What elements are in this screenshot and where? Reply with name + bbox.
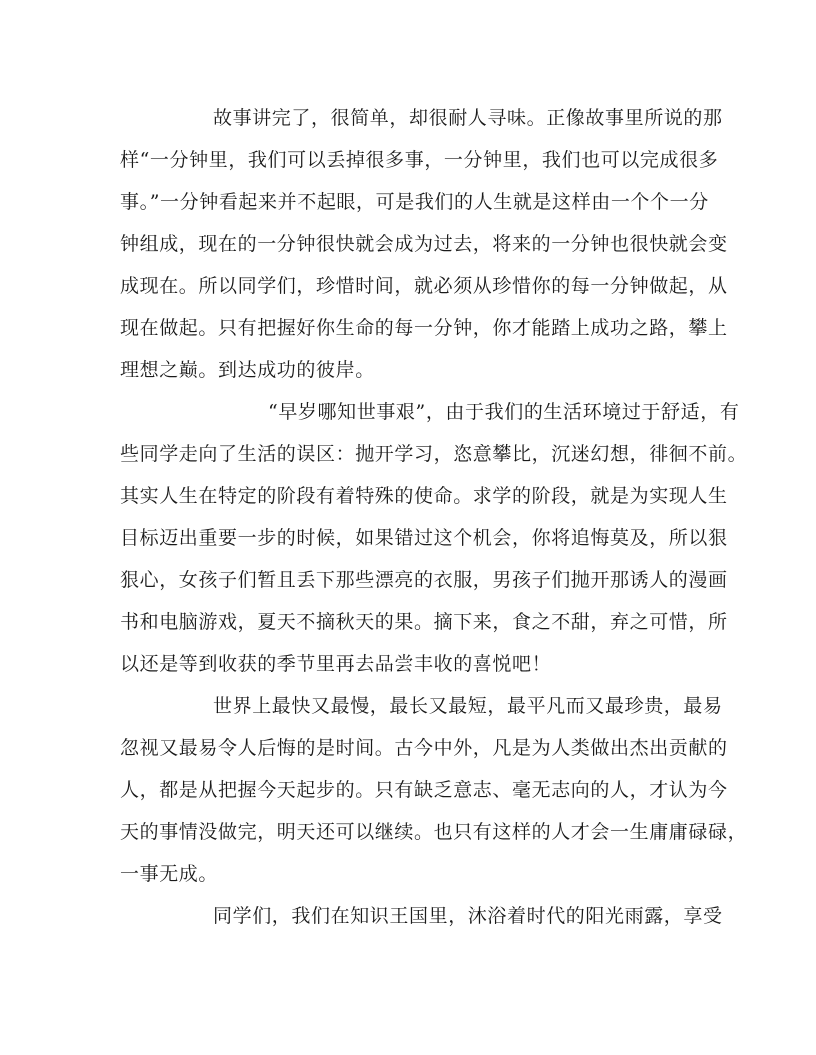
text-line: 一事无成。 xyxy=(120,863,219,885)
text-line: 理想之巅。到达成功的彼岸。 xyxy=(120,359,375,381)
text-line: 其实人生在特定的阶段有着特殊的使命。求学的阶段，就是为实现人生 xyxy=(120,485,728,507)
text-line: 天的事情没做完，明天还可以继续。也只有这样的人才会一生庸庸碌碌， xyxy=(120,821,748,843)
text-line: 人，都是从把握今天起步的。只有缺乏意志、毫无志向的人，才认为今 xyxy=(120,779,728,801)
text-line: 同学们，我们在知识王国里，沐浴着时代的阳光雨露，享受 xyxy=(213,905,723,927)
text-line: 世界上最快又最慢，最长又最短，最平凡而又最珍贵，最易 xyxy=(213,695,723,717)
text-line: 样“一分钟里，我们可以丢掉很多事，一分钟里，我们也可以完成很多 xyxy=(120,149,719,171)
text-line: 钟组成，现在的一分钟很快就会成为过去，将来的一分钟也很快就会变 xyxy=(120,233,728,255)
text-line: “早岁哪知世事艰”，由于我们的生活环境过于舒适，有 xyxy=(268,401,740,423)
text-line: 成现在。所以同学们，珍惜时间，就必须从珍惜你的每一分钟做起，从 xyxy=(120,275,728,297)
text-line: 故事讲完了，很简单，却很耐人寻味。正像故事里所说的那 xyxy=(213,107,723,129)
text-line: 目标迈出重要一步的时候，如果错过这个机会，你将追悔莫及，所以狠 xyxy=(120,527,728,549)
text-line: 现在做起。只有把握好你生命的每一分钟，你才能踏上成功之路，攀上 xyxy=(120,317,728,339)
text-line: 以还是等到收获的季节里再去品尝丰收的喜悦吧！ xyxy=(120,653,552,675)
text-line: 狠心，女孩子们暂且丢下那些漂亮的衣服，男孩子们抛开那诱人的漫画 xyxy=(120,569,728,591)
text-line: 忽视又最易令人后悔的是时间。古今中外，凡是为人类做出杰出贡献的 xyxy=(120,737,728,759)
text-line: 事。”一分钟看起来并不起眼，可是我们的人生就是这样由一个个一分 xyxy=(120,191,709,213)
text-line: 书和电脑游戏，夏天不摘秋天的果。摘下来，食之不甜，弃之可惜，所 xyxy=(120,611,728,633)
text-line: 些同学走向了生活的误区：抛开学习，恣意攀比，沉迷幻想，徘徊不前。 xyxy=(120,443,748,465)
